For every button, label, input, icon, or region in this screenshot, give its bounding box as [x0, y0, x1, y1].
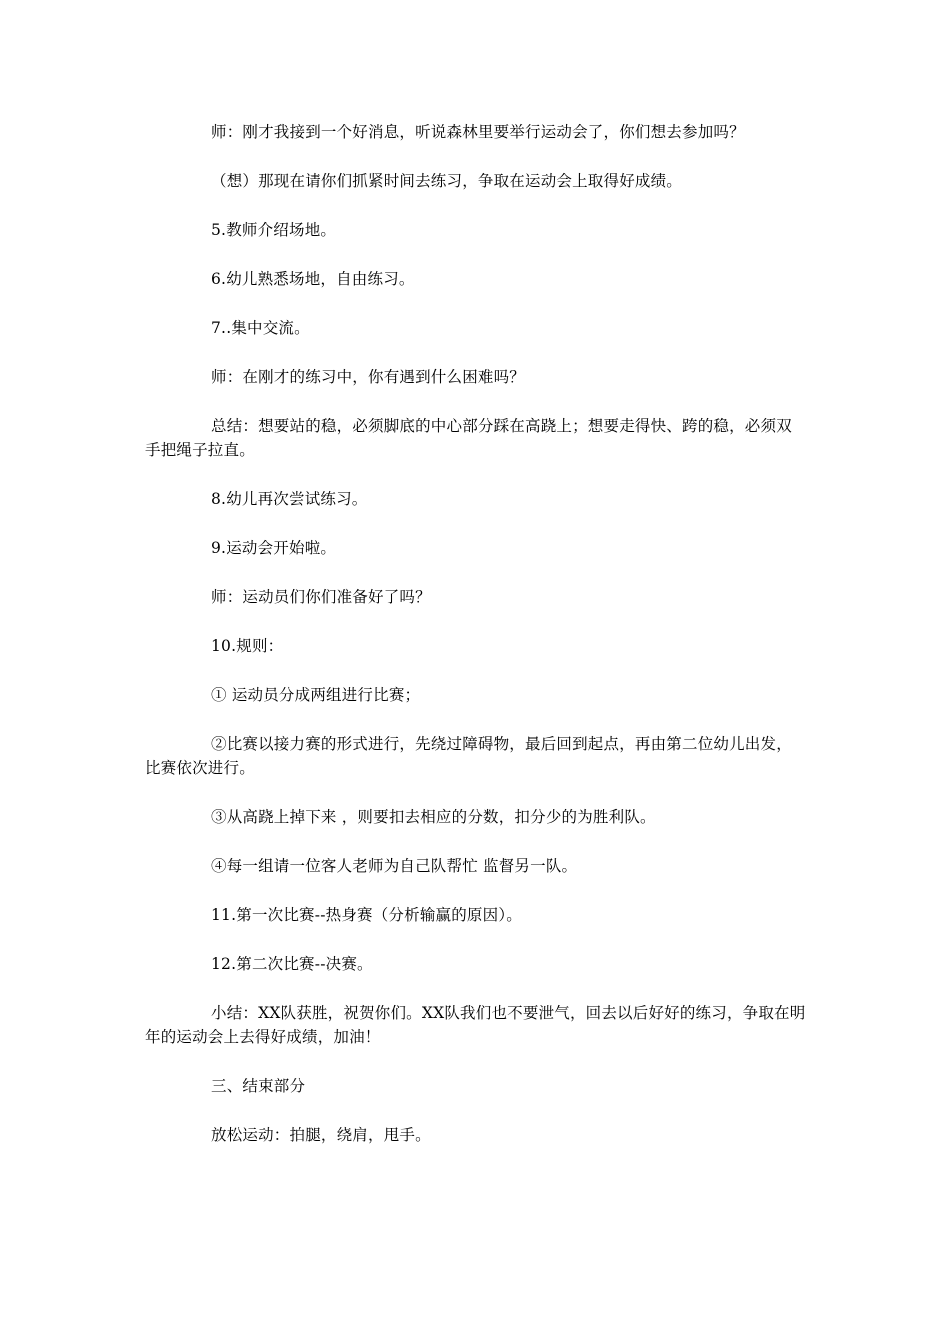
paragraph: 12.第二次比赛--决赛。 [211, 955, 373, 973]
paragraph: 总结：想要站的稳，必须脚底的中心部分踩在高跷上；想要走得快、跨的稳，必须双手把绳子拉直。 [145, 417, 792, 459]
section-heading: 三、结束部分 [211, 1077, 306, 1095]
paragraph: 11.第一次比赛--热身赛（分析输赢的原因）。 [211, 906, 522, 924]
paragraph: 9.运动会开始啦。 [211, 539, 337, 557]
paragraph: 6.幼儿熟悉场地，自由练习。 [211, 270, 415, 288]
document-body [145, 120, 807, 1172]
paragraph: 放松运动：拍腿，绕肩，甩手。 [211, 1126, 431, 1144]
paragraph: 7..集中交流。 [211, 319, 310, 337]
paragraph: ① 运动员分成两组进行比赛； [211, 686, 421, 704]
paragraph: 师：运动员们你们准备好了吗？ [211, 588, 431, 606]
paragraph: 小结：XX队获胜，祝贺你们。XX队我们也不要泄气，回去以后好好的练习，争取在明年的运动会上去得好成绩，加油！ [145, 1004, 806, 1046]
paragraph: 10.规则： [211, 637, 284, 655]
paragraph: 师：刚才我接到一个好消息，听说森林里要举行运动会了，你们想去参加吗？ [211, 123, 745, 141]
paragraph: 5.教师介绍场地。 [211, 221, 337, 239]
paragraph: ②比赛以接力赛的形式进行，先绕过障碍物，最后回到起点，再由第二位幼儿出发，比赛依次进行。 [145, 735, 792, 777]
paragraph: ④每一组请一位客人老师为自己队帮忙 监督另一队。 [211, 857, 578, 875]
paragraph: （想）那现在请你们抓紧时间去练习，争取在运动会上取得好成绩。 [211, 172, 683, 190]
paragraph: 8.幼儿再次尝试练习。 [211, 490, 368, 508]
paragraph: ③从高跷上掉下来 ，则要扣去相应的分数，扣分少的为胜利队。 [211, 808, 656, 826]
paragraph: 师：在刚才的练习中，你有遇到什么困难吗？ [211, 368, 526, 386]
